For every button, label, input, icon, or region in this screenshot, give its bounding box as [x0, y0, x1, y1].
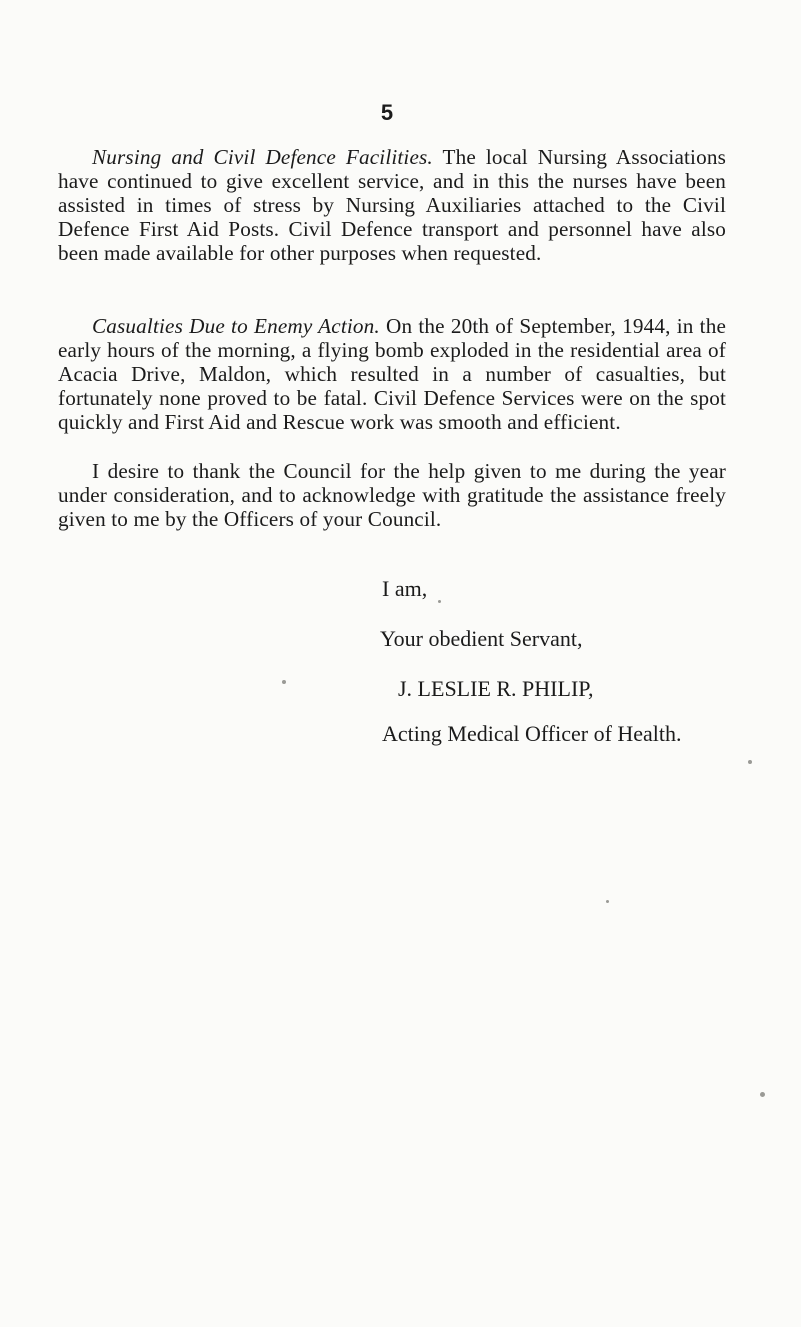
- paper-speck: [438, 600, 441, 603]
- paragraph-thanks: [58, 459, 726, 531]
- paragraph-body: I desire to thank the Council for the help given to me during the year under consideration, and to acknowledge with gratitude the assistance freely given to me by the Officers of your Council.: [58, 459, 726, 531]
- closing-valediction: Your obedient Servant,: [380, 626, 583, 651]
- paragraph-heading: Nursing and Civil Defence Facilities.: [92, 145, 433, 169]
- paragraph-casualties-enemy-action: [58, 314, 726, 434]
- page-number: 5: [380, 100, 394, 125]
- paper-speck: [748, 760, 752, 764]
- closing-salutation: I am,: [382, 576, 428, 601]
- paragraph-body: On the 20th of September, 1944, in the early hours of the morning, a flying bomb exploded in the residential area of Acacia Drive, Maldon, which resulted in a number of casualties, but fortunately none proved to be fatal. Civil Defence Services were on the spot quickly and First Aid and Rescue work was smooth and efficient.: [58, 314, 726, 434]
- paragraph-body: The local Nursing Associations have continued to give excellent service, and in this the nurses have been assisted in times of stress by Nursing Auxiliaries attached to the Civil Defence First Aid Posts. Civil Defence transport and personnel have also been made available for other purposes when requested.: [58, 145, 726, 265]
- paper-speck: [606, 900, 609, 903]
- paragraph-heading: Casualties Due to Enemy Action.: [92, 314, 380, 338]
- signatory-title: Acting Medical Officer of Health.: [382, 721, 682, 746]
- paragraph-nursing-civil-defence: [58, 145, 726, 265]
- signatory-name: J. LESLIE R. PHILIP,: [398, 676, 594, 701]
- paper-speck: [760, 1092, 765, 1097]
- paper-speck: [282, 680, 286, 684]
